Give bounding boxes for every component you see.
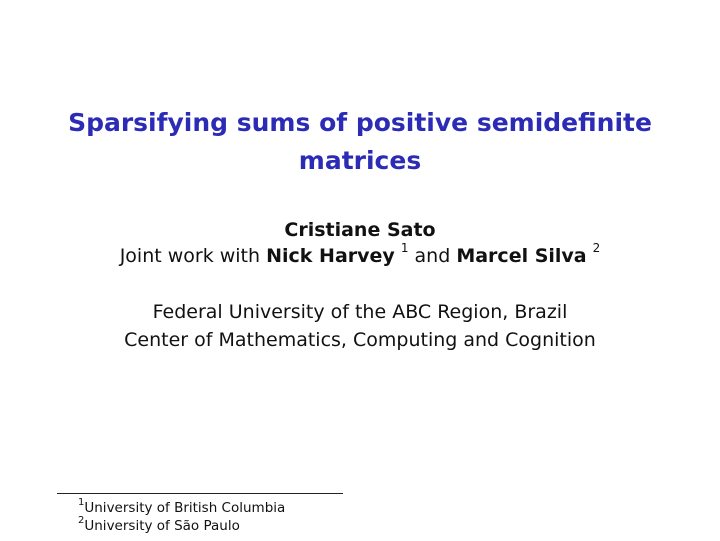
- footnote-item: [78, 514, 285, 535]
- footnote-mark: 1: [78, 496, 85, 508]
- author-block: [0, 217, 720, 269]
- coauthor-2-name: Marcel Silva: [456, 245, 587, 267]
- affiliation-block: [0, 298, 720, 354]
- affiliation-line-1: Federal University of the ABC Region, Brazil: [152, 301, 568, 323]
- joint-work-and: and: [414, 245, 451, 267]
- footnotes: [78, 496, 286, 535]
- joint-work-line: [0, 240, 720, 269]
- slide-title-line-2: matrices: [298, 146, 422, 175]
- coauthor-2-footnote-mark: 2: [592, 240, 601, 255]
- footnote-text: University of São Paulo: [84, 518, 240, 534]
- slide-title: [60, 104, 660, 180]
- coauthor-1-name: Nick Harvey: [266, 245, 395, 267]
- footnote-text: University of British Columbia: [84, 500, 286, 516]
- coauthor-1-footnote-mark: 1: [400, 240, 409, 255]
- footnote-divider: [57, 493, 343, 494]
- footnote-item: [78, 496, 286, 517]
- footnote-mark: 2: [78, 514, 85, 526]
- presenter-name: Cristiane Sato: [284, 219, 436, 241]
- joint-work-prefix: Joint work with: [119, 245, 261, 267]
- slide-title-line-1: Sparsifying sums of positive semidefinite: [68, 108, 652, 137]
- affiliation-line-2: Center of Mathematics, Computing and Cognition: [124, 329, 596, 351]
